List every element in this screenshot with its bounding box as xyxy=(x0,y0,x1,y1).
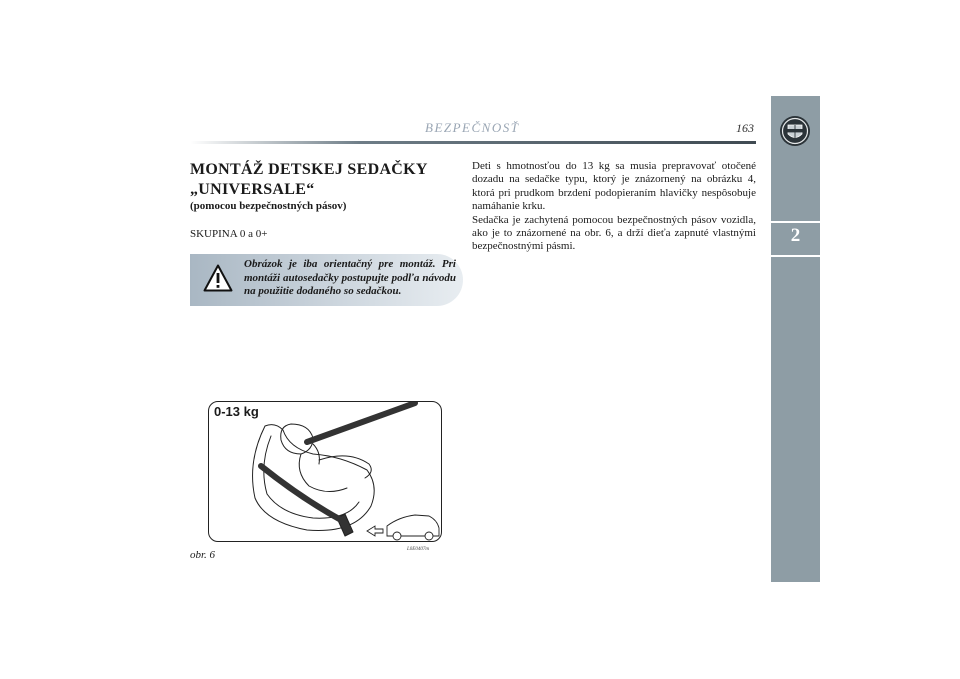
direction-arrow xyxy=(367,526,383,536)
chapter-side-tab xyxy=(771,96,820,582)
figure-caption: obr. 6 xyxy=(190,549,216,561)
running-head: BEZPEČNOSŤ xyxy=(425,120,520,135)
child-seat-illustration xyxy=(209,402,442,542)
section-subtitle: (pomocou bezpečnostných pásov) xyxy=(190,200,347,212)
section-title: MONTÁŽ DETSKEJ SEDAČKY „UNIVERSALE“ xyxy=(190,161,428,198)
warning-triangle-icon xyxy=(203,264,233,292)
figure-weight-label: 0-13 kg xyxy=(214,404,259,419)
figure-code: L0E0407m xyxy=(407,547,429,552)
chapter-number: 2 xyxy=(790,225,801,246)
body-text xyxy=(472,160,756,254)
tab-divider-top xyxy=(771,221,820,223)
warning-box xyxy=(190,254,463,306)
shoulder-belt xyxy=(307,403,415,442)
header-rule xyxy=(190,141,756,144)
group-label: SKUPINA 0 a 0+ xyxy=(190,228,268,240)
body-paragraph: Sedačka je zachytená pomocou bezpečnostných pásov vozidla, ako je to znázornené na obr. 6, a drží dieťa zapnuté vlastnými bezpečnostnými pásmi. xyxy=(472,213,756,253)
child-body xyxy=(299,454,347,492)
seat-handle xyxy=(319,456,371,478)
body-paragraph: Deti s hmotnosťou do 13 kg sa musia prepravovať otočené dozadu na sedačke typu, ktorý je znázornený na obrázku 4, ktorá pri prudkom brzdení podopieraním hlavičky nespôsobuje namáhanie krku. xyxy=(472,160,756,213)
figure-child-seat xyxy=(208,401,442,542)
warning-text: Obrázok je iba orientačný pre montáž. Pri montáži autosedačky postupujte podľa návodu na použitie dodaného so sedačkou. xyxy=(244,258,456,297)
tab-divider-bottom xyxy=(771,255,820,257)
page-number: 163 xyxy=(736,121,754,135)
lancia-shield-icon xyxy=(779,115,811,147)
